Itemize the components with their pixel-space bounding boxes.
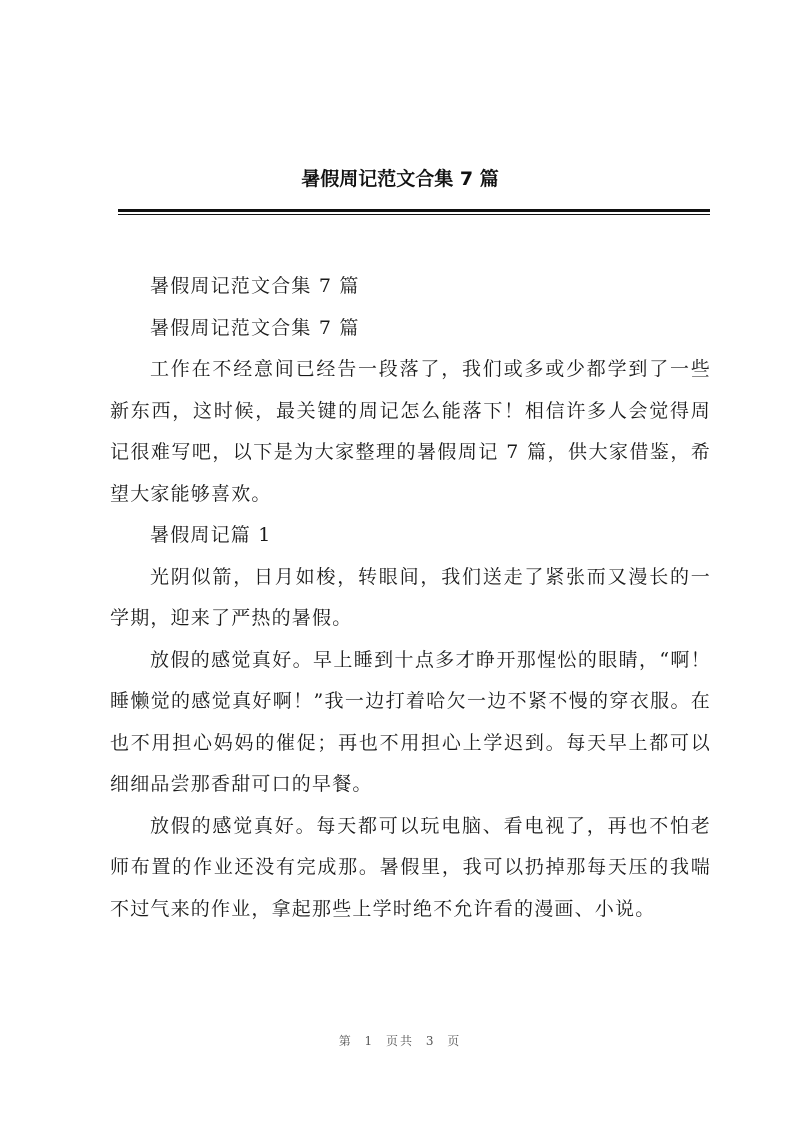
document-body [110, 266, 711, 930]
paragraph-title-repeat-2: 暑假周记范文合集 7 篇 [150, 316, 360, 339]
page-footer: 第 1 页共 3 页 [338, 1034, 462, 1048]
document-title: 暑假周记范文合集 7 篇 [301, 168, 499, 190]
paragraph-body: 放假的感觉真好。早上睡到十点多才睁开那惺忪的眼睛，“啊！睡懒觉的感觉真好啊！”我一边打着哈欠一边不紧不慢的穿衣服。在也不用担心妈妈的催促；再也不用担心上学迟到。每天早上都可以细细品尝那香甜可口的早餐。 [110, 648, 711, 795]
paragraph-body: 光阴似箭，日月如梭，转眼间，我们送走了紧张而又漫长的一学期，迎来了严热的暑假。 [110, 565, 711, 629]
paragraph-body: 放假的感觉真好。每天都可以玩电脑、看电视了，再也不怕老师布置的作业还没有完成那。暑假里，我可以扔掉那每天压的我喘不过气来的作业，拿起那些上学时绝不允许看的漫画、小说。 [110, 814, 711, 920]
header-divider-thin [118, 214, 710, 215]
paragraph-intro: 工作在不经意间已经告一段落了，我们或多或少都学到了一些新东西，这时候，最关键的周记怎么能落下！相信许多人会觉得周记很难写吧，以下是为大家整理的暑假周记 7 篇，供大家借鉴，希望大家能够喜欢。 [110, 358, 711, 505]
header-divider [118, 209, 710, 212]
section-heading: 暑假周记篇 1 [150, 524, 272, 546]
paragraph-title-repeat-1: 暑假周记范文合集 7 篇 [150, 275, 360, 297]
